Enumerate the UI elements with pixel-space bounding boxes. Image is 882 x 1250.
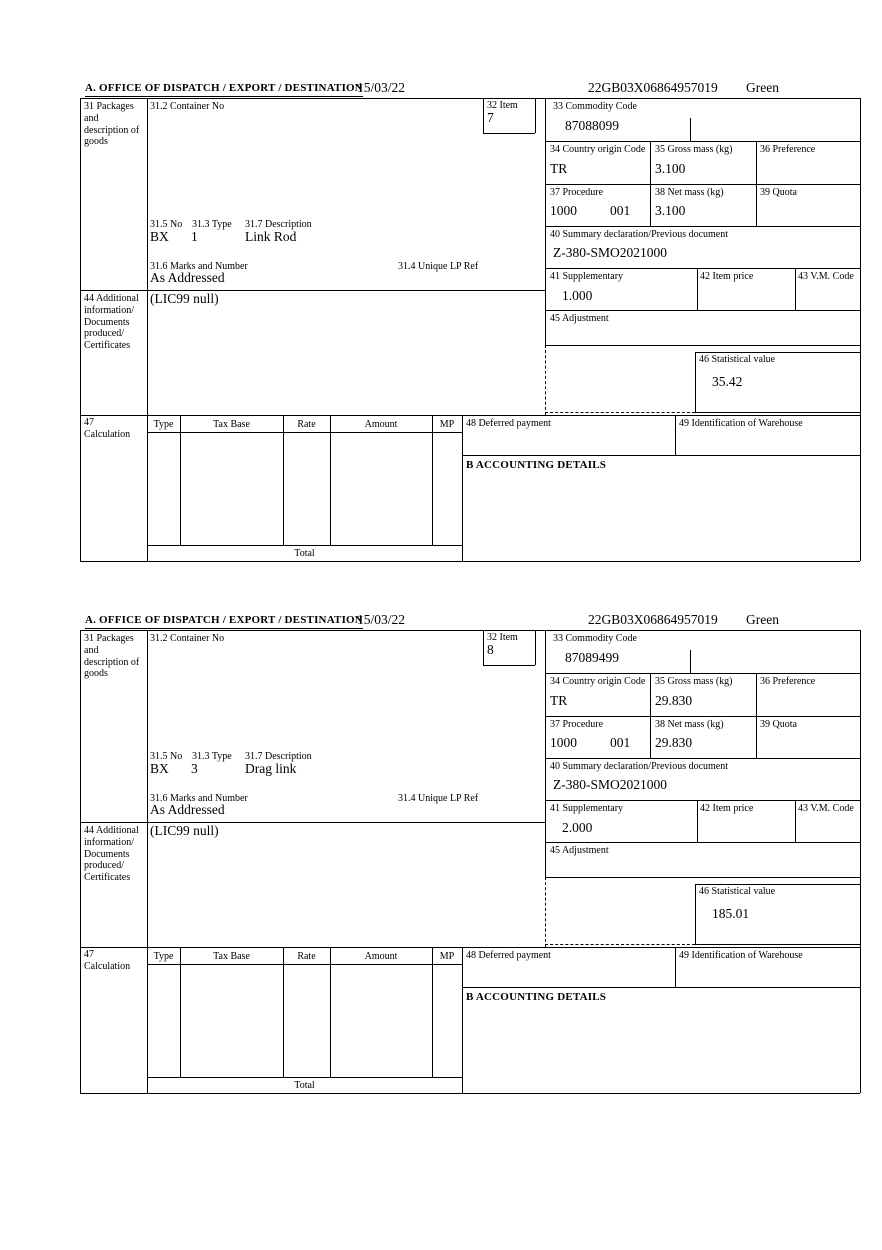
accounting-details-heading: B ACCOUNTING DETAILS — [466, 991, 607, 1003]
accounting-details-heading: B ACCOUNTING DETAILS — [466, 459, 607, 471]
box-31-packages-label: 31 Packages and description of goods — [84, 101, 140, 148]
box-31-5-no-label: 31.5 No — [150, 751, 183, 762]
grid-line — [462, 947, 463, 1093]
calculation-total-label: Total — [294, 1080, 315, 1091]
grid-line — [690, 650, 691, 673]
box-38-net-mass-label: 38 Net mass (kg) — [655, 719, 724, 730]
office-of-dispatch-heading: A. OFFICE OF DISPATCH / EXPORT / DESTINATION — [85, 614, 363, 629]
grid-line — [147, 545, 462, 546]
box-46-statistical-value-label: 46 Statistical value — [699, 354, 776, 365]
grid-line — [756, 673, 757, 758]
box-48-deferred-payment-label: 48 Deferred payment — [466, 950, 551, 961]
grid-line — [545, 673, 860, 674]
box-37-procedure-label: 37 Procedure — [550, 719, 604, 730]
grid-line — [545, 184, 860, 185]
grid-line — [180, 947, 181, 1077]
grid-line — [695, 884, 860, 885]
grid-line — [695, 884, 696, 944]
grid-line — [80, 98, 81, 561]
grid-line — [650, 141, 651, 226]
grid-line — [80, 1093, 860, 1094]
grid-line — [695, 412, 860, 413]
grid-line — [483, 630, 484, 665]
grid-line — [535, 630, 536, 665]
supplementary-value: 1.000 — [562, 288, 593, 303]
box-46-statistical-value-label: 46 Statistical value — [699, 886, 776, 897]
item-number-value: 7 — [487, 110, 494, 125]
grid-line — [545, 226, 860, 227]
calculation-column-mp: MP — [439, 951, 455, 962]
box-32-item-label: 32 Item — [487, 632, 518, 643]
grid-line — [545, 877, 860, 878]
calculation-column-amount: Amount — [364, 951, 398, 962]
grid-line — [545, 630, 546, 877]
box-43-vm-code-label: 43 V.M. Code — [798, 271, 854, 282]
commodity-code-value: 87088099 — [565, 118, 619, 133]
calculation-column-tax-base: Tax Base — [213, 951, 250, 962]
box-49-warehouse-label: 49 Identification of Warehouse — [679, 950, 803, 961]
box-36-preference-label: 36 Preference — [760, 144, 816, 155]
marks-value: As Addressed — [150, 270, 225, 285]
box-31-4-unique-lp-ref-label: 31.4 Unique LP Ref — [398, 793, 479, 804]
box-42-item-price-label: 42 Item price — [700, 271, 754, 282]
calculation-total-label: Total — [294, 548, 315, 559]
box-31-5-no-label: 31.5 No — [150, 219, 183, 230]
grid-line — [545, 98, 546, 345]
grid-line — [675, 947, 676, 987]
box-40-summary-declaration-label: 40 Summary declaration/Previous document — [550, 761, 729, 772]
box-32-item-label: 32 Item — [487, 100, 518, 111]
gross-mass-value: 29.830 — [655, 693, 693, 708]
package-count-value: 3 — [191, 761, 198, 776]
box-35-gross-mass-label: 35 Gross mass (kg) — [655, 144, 733, 155]
grid-line — [80, 561, 860, 562]
box-39-quota-label: 39 Quota — [760, 719, 797, 730]
box-47-calculation-label: 47 Calculation — [84, 417, 131, 440]
grid-line — [535, 98, 536, 133]
routing-indicator: Green — [746, 80, 779, 95]
box-37-procedure-label: 37 Procedure — [550, 187, 604, 198]
previous-document-value: Z-380-SMO2021000 — [553, 777, 667, 792]
grid-line — [545, 758, 860, 759]
box-44-additional-information-label: 44 Additional information/ Documents produced/ Certificates — [84, 825, 139, 884]
grid-line — [80, 98, 860, 99]
box-31-6-marks-label: 31.6 Marks and Number — [150, 261, 248, 272]
grid-line — [545, 268, 860, 269]
box-33-commodity-code-label: 33 Commodity Code — [553, 101, 637, 112]
procedure-extra-value: 001 — [610, 203, 631, 218]
additional-information-value: (LIC99 null) — [150, 823, 219, 838]
grid-line — [545, 800, 860, 801]
box-45-adjustment-label: 45 Adjustment — [550, 845, 609, 856]
grid-line — [697, 800, 698, 842]
box-41-supplementary-label: 41 Supplementary — [550, 803, 624, 814]
declaration-item-block — [0, 612, 882, 1144]
box-33-commodity-code-label: 33 Commodity Code — [553, 633, 637, 644]
box-31-2-container-label: 31.2 Container No — [150, 633, 225, 644]
box-31-3-type-label: 31.3 Type — [192, 751, 232, 762]
box-31-7-description-label: 31.7 Description — [245, 751, 312, 762]
package-kind-value: BX — [150, 229, 169, 244]
movement-reference-number: 22GB03X06864957019 — [588, 612, 718, 627]
grid-line — [80, 415, 860, 416]
calculation-column-mp: MP — [439, 419, 455, 430]
calculation-column-amount: Amount — [364, 419, 398, 430]
box-36-preference-label: 36 Preference — [760, 676, 816, 687]
procedure-value: 1000 — [550, 735, 577, 750]
goods-description-value: Link Rod — [245, 229, 297, 244]
dashed-grid-line — [545, 345, 546, 415]
grid-line — [697, 268, 698, 310]
grid-line — [432, 947, 433, 1077]
box-42-item-price-label: 42 Item price — [700, 803, 754, 814]
commodity-code-value: 87089499 — [565, 650, 619, 665]
grid-line — [80, 947, 860, 948]
calculation-column-type: Type — [153, 951, 174, 962]
grid-line — [483, 665, 535, 666]
package-kind-value: BX — [150, 761, 169, 776]
package-count-value: 1 — [191, 229, 198, 244]
grid-line — [545, 141, 860, 142]
grid-line — [283, 947, 284, 1077]
item-number-value: 8 — [487, 642, 494, 657]
gross-mass-value: 3.100 — [655, 161, 686, 176]
grid-line — [147, 432, 462, 433]
marks-value: As Addressed — [150, 802, 225, 817]
grid-line — [147, 630, 148, 1093]
box-44-additional-information-label: 44 Additional information/ Documents produced/ Certificates — [84, 293, 139, 352]
box-47-calculation-label: 47 Calculation — [84, 949, 131, 972]
dashed-grid-line — [545, 877, 546, 947]
routing-indicator: Green — [746, 612, 779, 627]
calculation-column-rate: Rate — [297, 951, 316, 962]
grid-line — [545, 310, 860, 311]
grid-line — [483, 133, 535, 134]
calculation-column-type: Type — [153, 419, 174, 430]
grid-line — [483, 98, 484, 133]
calculation-column-tax-base: Tax Base — [213, 419, 250, 430]
procedure-extra-value: 001 — [610, 735, 631, 750]
grid-line — [147, 1077, 462, 1078]
box-35-gross-mass-label: 35 Gross mass (kg) — [655, 676, 733, 687]
statistical-value: 35.42 — [712, 374, 743, 389]
net-mass-value: 29.830 — [655, 735, 693, 750]
calculation-column-rate: Rate — [297, 419, 316, 430]
declaration-date: 15/03/22 — [357, 612, 406, 627]
grid-line — [795, 800, 796, 842]
grid-line — [462, 987, 860, 988]
declaration-item-block — [0, 80, 882, 612]
box-31-packages-label: 31 Packages and description of goods — [84, 633, 140, 680]
grid-line — [860, 630, 861, 1093]
box-31-2-container-label: 31.2 Container No — [150, 101, 225, 112]
grid-line — [283, 415, 284, 545]
statistical-value: 185.01 — [712, 906, 750, 921]
grid-line — [650, 673, 651, 758]
box-38-net-mass-label: 38 Net mass (kg) — [655, 187, 724, 198]
box-43-vm-code-label: 43 V.M. Code — [798, 803, 854, 814]
grid-line — [756, 141, 757, 226]
grid-line — [545, 716, 860, 717]
box-31-4-unique-lp-ref-label: 31.4 Unique LP Ref — [398, 261, 479, 272]
country-origin-value: TR — [550, 161, 568, 176]
supplementary-value: 2.000 — [562, 820, 593, 835]
grid-line — [795, 268, 796, 310]
movement-reference-number: 22GB03X06864957019 — [588, 80, 718, 95]
dashed-grid-line — [545, 944, 695, 945]
grid-line — [690, 118, 691, 141]
grid-line — [695, 352, 696, 412]
grid-line — [147, 98, 148, 561]
additional-information-value: (LIC99 null) — [150, 291, 219, 306]
grid-line — [147, 964, 462, 965]
grid-line — [675, 415, 676, 455]
box-31-3-type-label: 31.3 Type — [192, 219, 232, 230]
previous-document-value: Z-380-SMO2021000 — [553, 245, 667, 260]
box-34-country-origin-label: 34 Country origin Code — [550, 676, 646, 687]
grid-line — [330, 415, 331, 545]
box-48-deferred-payment-label: 48 Deferred payment — [466, 418, 551, 429]
grid-line — [462, 455, 860, 456]
box-49-warehouse-label: 49 Identification of Warehouse — [679, 418, 803, 429]
procedure-value: 1000 — [550, 203, 577, 218]
box-31-7-description-label: 31.7 Description — [245, 219, 312, 230]
grid-line — [80, 630, 81, 1093]
grid-line — [860, 98, 861, 561]
grid-line — [695, 352, 860, 353]
box-31-6-marks-label: 31.6 Marks and Number — [150, 793, 248, 804]
grid-line — [545, 345, 860, 346]
goods-description-value: Drag link — [245, 761, 297, 776]
box-39-quota-label: 39 Quota — [760, 187, 797, 198]
box-34-country-origin-label: 34 Country origin Code — [550, 144, 646, 155]
grid-line — [545, 842, 860, 843]
box-45-adjustment-label: 45 Adjustment — [550, 313, 609, 324]
grid-line — [432, 415, 433, 545]
declaration-date: 15/03/22 — [357, 80, 406, 95]
grid-line — [695, 944, 860, 945]
box-40-summary-declaration-label: 40 Summary declaration/Previous document — [550, 229, 729, 240]
grid-line — [80, 630, 860, 631]
grid-line — [462, 415, 463, 561]
net-mass-value: 3.100 — [655, 203, 686, 218]
dashed-grid-line — [545, 412, 695, 413]
grid-line — [330, 947, 331, 1077]
grid-line — [180, 415, 181, 545]
country-origin-value: TR — [550, 693, 568, 708]
box-41-supplementary-label: 41 Supplementary — [550, 271, 624, 282]
office-of-dispatch-heading: A. OFFICE OF DISPATCH / EXPORT / DESTINATION — [85, 82, 363, 97]
